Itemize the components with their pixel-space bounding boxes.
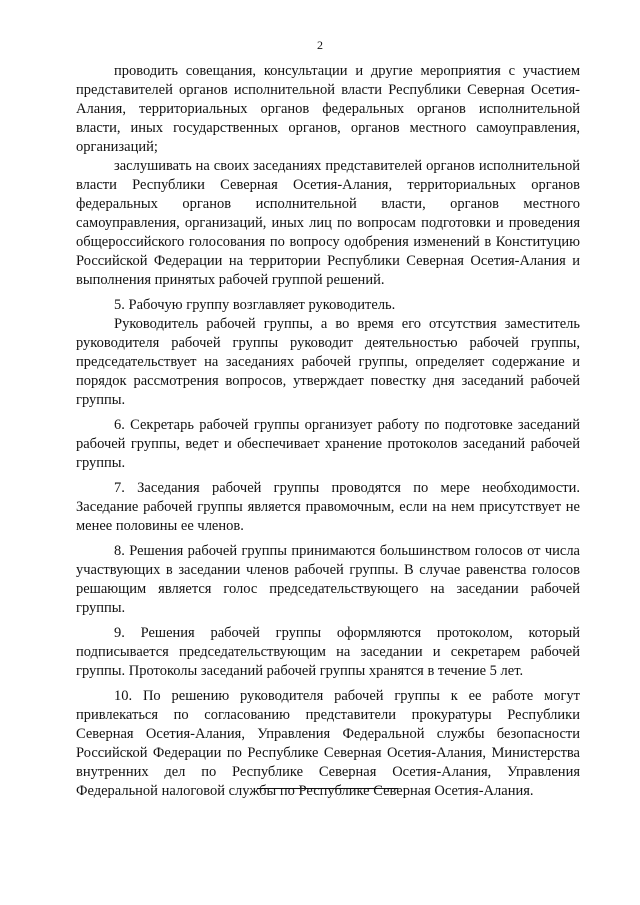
paragraph-7: 7. Заседания рабочей группы проводятся по мере необходимости. Заседание рабочей группы является правомочным, если на нем присутствует не менее половины ее членов. <box>76 480 580 534</box>
paragraph-5: 5. Рабочую группу возглавляет руководитель. <box>114 297 396 313</box>
paragraph-meetings-item: проводить совещания, консультации и другие мероприятия с участием представителей органов исполнительной власти Республики Северная Осетия-Алания, территориальных органов федеральных органов исполнительной власти, иных государственных органов, органов местного самоуправления, организаций; <box>76 63 580 155</box>
end-of-document-line <box>257 788 398 789</box>
paragraph-9: 9. Решения рабочей группы оформляются протоколом, который подписывается председательствующим на заседании и секретарем рабочей группы. Протоколы заседаний рабочей группы хранятся в течение 5 лет. <box>76 625 580 679</box>
document-body <box>76 62 580 801</box>
paragraph-hearings-item: заслушивать на своих заседаниях представителей органов исполнительной власти Республики Северная Осетия-Алания, территориальных органов федеральных органов исполнительной власти, органов местного самоуправления, организаций, иных лиц по вопросам подготовки и проведения общероссийского голосования по вопросу одобрения изменений в Конституцию Российской Федерации на территории Республики Северная Осетия-Алания и выполнения принятых рабочей группой решений. <box>76 158 580 288</box>
page-number: 2 <box>317 38 323 52</box>
paragraph-8: 8. Решения рабочей группы принимаются большинством голосов от числа участвующих в заседании членов рабочей группы. В случае равенства голосов решающим является голос председательствующего на заседании рабочей группы. <box>76 543 580 616</box>
paragraph-5-leader: Руководитель рабочей группы, а во время его отсутствия заместитель руководителя рабочей группы руководит деятельностью рабочей группы, председательствует на заседаниях рабочей группы, определяет содержание и порядок рассмотрения вопросов, утверждает повестку дня заседаний рабочей группы. <box>76 316 580 408</box>
paragraph-6: 6. Секретарь рабочей группы организует работу по подготовке заседаний рабочей группы, ведет и обеспечивает хранение протоколов заседаний рабочей группы. <box>76 417 580 471</box>
paragraph-10: 10. По решению руководителя рабочей группы к ее работе могут привлекаться по согласованию представители прокуратуры Республики Северная Осетия-Алания, Управления Федеральной службы безопасности Российской Федерации по Республике Северная Осетия-Алания, Министерства внутренних дел по Республике Северная Осетия-Алания, Управления Федеральной налоговой службы по Республике Северная Осетия-Алания. <box>76 688 580 799</box>
